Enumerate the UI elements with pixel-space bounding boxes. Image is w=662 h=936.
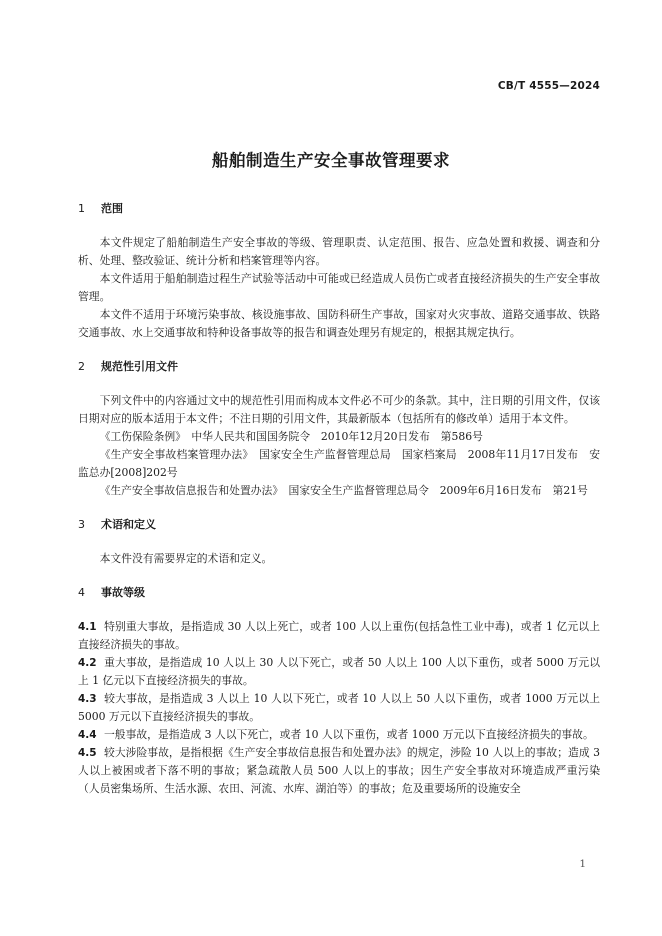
scope-paragraph: 本文件适用于船舶制造过程生产试验等活动中可能或已经造成人员伤亡或者直接经济损失的生产安全事故管理。	[78, 272, 600, 303]
standard-code: CB/T 4555—2024	[497, 80, 600, 92]
clause-text: 特别重大事故，是指造成 30 人以上死亡，或者 100 人以上重伤(包括急性工业中毒)，或者 1 亿元以上直接经济损失的事故。	[78, 620, 600, 651]
clause-number: 4.2	[78, 657, 97, 669]
clause-text: 一般事故，是指造成 3 人以下死亡，或者 10 人以下重伤，或者 1000 万元以下直接经济损失的事故。	[104, 728, 594, 741]
clause-number: 4.5	[78, 747, 97, 759]
reference-item: 《工伤保险条例》 中华人民共和国国务院令 2010年12月20日发布 第586号	[99, 430, 483, 443]
section-number: 2	[78, 359, 85, 373]
terms-paragraph: 本文件没有需要界定的术语和定义。	[99, 552, 273, 565]
clause-item	[78, 690, 600, 726]
clause-item	[78, 726, 600, 744]
reference-item: 《生产安全事故档案管理办法》 国家安全生产监督管理总局 国家档案局 2008年11月17日发布 安监总办[2008]202号	[78, 448, 600, 479]
section-heading-accident-levels	[78, 584, 600, 600]
section-title: 规范性引用文件	[101, 360, 178, 373]
scope-paragraph: 本文件不适用于环境污染事故、核设施事故、国防科研生产事故，国家对火灾事故、道路交通事故、铁路交通事故、水上交通事故和特种设备事故等的报告和调查处理另有规定的，根据其规定执行。	[78, 308, 600, 339]
references-intro: 下列文件中的内容通过文中的规范性引用而构成本文件必不可少的条款。其中，注日期的引用文件，仅该日期对应的版本适用于本文件；不注日期的引用文件，其最新版本（包括所有的修改单）适用于本文件。	[78, 394, 600, 425]
section-title: 术语和定义	[101, 518, 156, 531]
section-heading-normative-references	[78, 358, 600, 374]
clause-number: 4.1	[78, 621, 97, 633]
section-number: 4	[78, 585, 85, 599]
clause-item	[78, 654, 600, 690]
section-heading-scope	[78, 200, 600, 216]
clause-number: 4.3	[78, 693, 97, 705]
section-title: 事故等级	[101, 586, 145, 599]
document-title: 船舶制造生产安全事故管理要求	[212, 151, 450, 170]
scope-paragraph: 本文件规定了船舶制造生产安全事故的等级、管理职责、认定范围、报告、应急处置和救援、调查和分析、处理、整改验证、统计分析和档案管理等内容。	[78, 236, 600, 267]
section-number: 1	[78, 201, 85, 215]
section-heading-terms	[78, 516, 600, 532]
clause-text: 较大涉险事故，是指根据《生产安全事故信息报告和处置办法》的规定，涉险 10 人以上的事故；造成 3 人以上被困或者下落不明的事故；紧急疏散人员 500 人以上的事故；因生产安全事故对环境造成严重污染（人员密集场所、生活水源、农田、河流、水库、湖泊等）的事故；危及重要场所的设施安全	[78, 746, 600, 795]
clause-text: 较大事故，是指造成 3 人以上 10 人以下死亡，或者 10 人以上 50 人以下重伤，或者 1000 万元以上 5000 万元以下直接经济损失的事故。	[78, 692, 600, 723]
section-title: 范围	[101, 202, 123, 215]
document-body	[78, 200, 600, 798]
reference-item: 《生产安全事故信息报告和处置办法》 国家安全生产监督管理总局令 2009年6月16日发布 第21号	[99, 484, 588, 497]
clause-number: 4.4	[78, 729, 97, 741]
clause-item	[78, 618, 600, 654]
clause-text: 重大事故，是指造成 10 人以上 30 人以下死亡，或者 50 人以上 100 人以下重伤，或者 5000 万元以上 1 亿元以下直接经济损失的事故。	[78, 656, 600, 687]
section-number: 3	[78, 517, 85, 531]
page-number: 1	[579, 858, 586, 870]
clause-item	[78, 744, 600, 798]
